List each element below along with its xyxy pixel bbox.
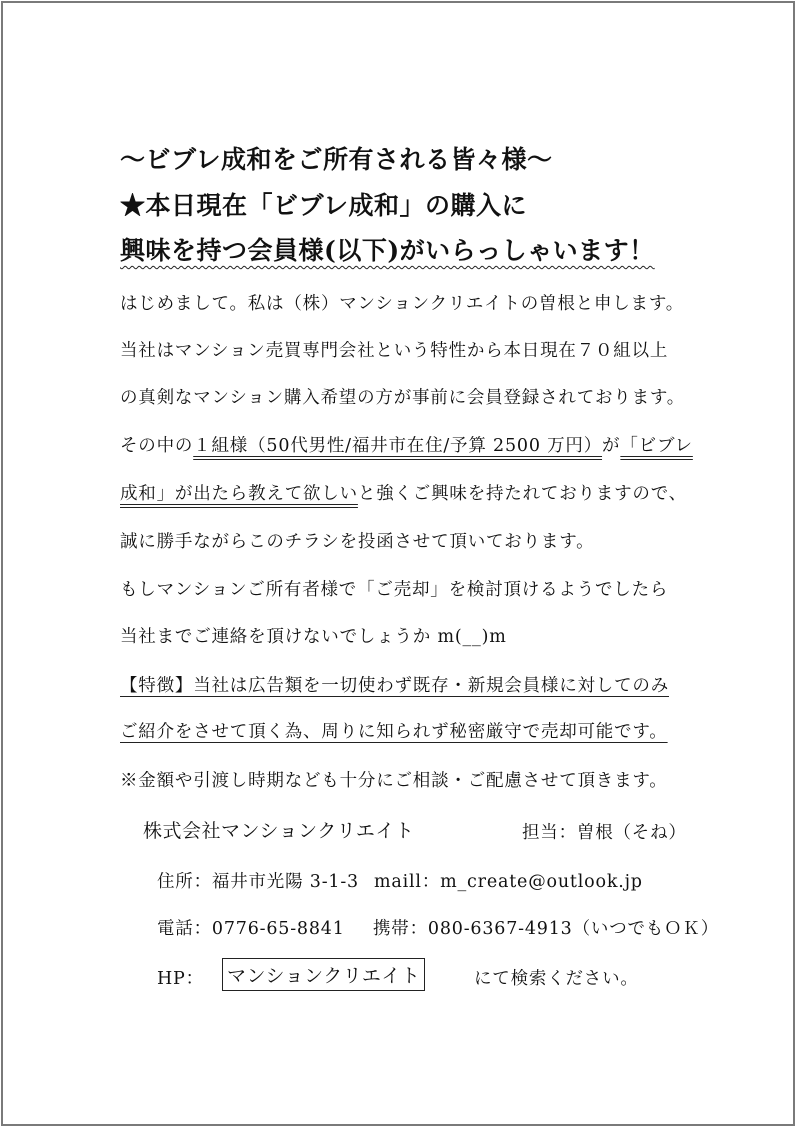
body-line-2: 当社はマンション売買専門会社という特性から本日現在７０組以上	[120, 341, 669, 361]
body-line-4-c: が	[602, 436, 621, 456]
email: maill：m_create@outlook.jp	[374, 872, 643, 892]
feature-line-1: 【特徴】当社は広告類を一切使わず既存・新規会員様に対してのみ	[120, 676, 669, 696]
company-name: 株式会社マンションクリエイト	[143, 820, 415, 842]
hp-search-box: マンションクリエイト	[222, 958, 425, 991]
headline-2: ★本日現在「ビブレ成和」の購入に	[120, 191, 528, 220]
hp-instruction: にて検索ください。	[474, 969, 639, 989]
body-line-3: の真剣なマンション購入希望の方が事前に会員登録されております。	[120, 388, 686, 408]
body-line-5-b: と強くご興味を持たれておりますので、	[357, 484, 687, 504]
phone: 電話：0776-65-8841	[157, 919, 345, 939]
address: 住所：福井市光陽 3-1-3	[157, 872, 359, 892]
note-line: ※金額や引渡し時期なども十分にご相談・ご配慮させて頂きます。	[120, 771, 668, 791]
buyer-profile: １組様（50代男性/福井市在住/予算 2500 万円）	[193, 436, 603, 456]
headline-1: ～ビブレ成和をご所有される皆々様～	[120, 145, 553, 174]
buyer-request-end: 成和」が出たら教えて欲しい	[120, 484, 358, 504]
body-line-5	[120, 480, 687, 505]
body-line-8: 当社までご連絡を頂けないでしょうか m(__)m	[120, 627, 507, 647]
body-line-4-a: その中の	[120, 436, 194, 456]
feature-line-2: ご紹介をさせて頂く為、周りに知られず秘密厳守で売却可能です。	[120, 722, 668, 742]
headline-3: 興味を持つ会員様(以下)がいらっしゃいます！	[120, 236, 655, 265]
hp-label: HP：	[157, 969, 204, 989]
body-line-7: もしマンションご所有者様で「ご売却」を検討頂けるようでしたら	[120, 580, 669, 600]
contact-person: 担当：曽根（そね）	[522, 823, 687, 843]
body-line-4	[120, 432, 693, 457]
mobile-phone: 携帯：080-6367-4913（いつでもＯＫ）	[373, 919, 719, 939]
buyer-request-start: 「ビブレ	[620, 436, 693, 456]
body-line-6: 誠に勝手ながらこのチラシを投函させて頂いております。	[120, 532, 595, 552]
body-line-1: はじめまして。私は（株）マンションクリエイトの曽根と申します。	[120, 294, 685, 314]
